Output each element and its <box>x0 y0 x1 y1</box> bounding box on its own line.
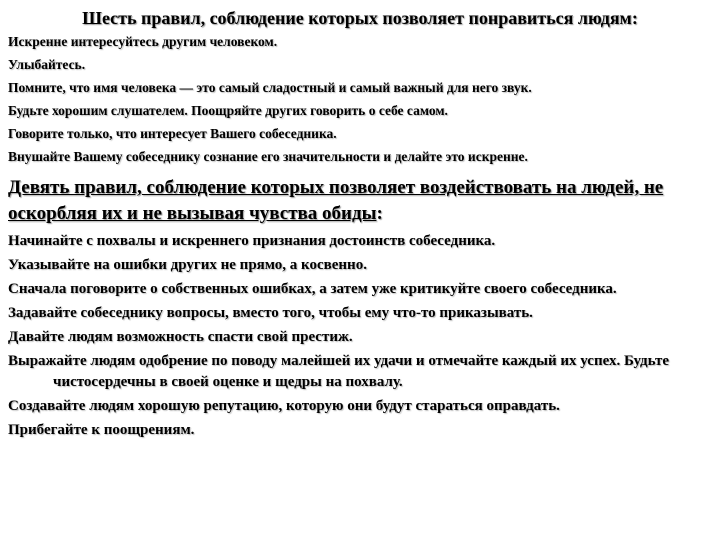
section1-rule-1: Искренне интересуйтесь другим человеком. <box>8 34 278 49</box>
section1-rule-5: Говорите только, что интересует Вашего собеседника. <box>8 126 337 141</box>
section1-rule-6: Внушайте Вашему собеседнику сознание его значительности и делайте это искренне. <box>8 149 528 164</box>
section2-rule-2: Указывайте на ошибки других не прямо, а косвенно. <box>8 257 367 273</box>
section2-title <box>8 175 712 227</box>
section2-rule-8: Прибегайте к поощрениям. <box>8 422 195 438</box>
section1-title: Шесть правил, соблюдение которых позволяет понравиться людям: <box>82 8 638 28</box>
section1-rule-2: Улыбайтесь. <box>8 57 86 72</box>
section2-rule-5: Давайте людям возможность спасти свой престиж. <box>8 329 353 345</box>
section2-title-underlined: Девять правил, соблюдение которых позволяет воздействовать на людей, не оскорбляя их и не вызывая чувства обиды <box>8 177 664 224</box>
section2-rule-7: Создавайте людям хорошую репутацию, которую они будут стараться оправдать. <box>8 398 560 414</box>
section2-title-suffix: : <box>376 203 383 224</box>
section2-rules-list <box>8 231 712 441</box>
section2-rule-1: Начинайте с похвалы и искреннего признания достоинств собеседника. <box>8 233 496 249</box>
section1-rule-3: Помните, что имя человека — это самый сладостный и самый важный для него звук. <box>8 80 532 95</box>
section2-rule-3: Сначала поговорите о собственных ошибках, а затем уже критикуйте своего собеседника. <box>8 281 617 297</box>
section1-rules-list <box>8 34 712 165</box>
section2-rule-4: Задавайте собеседнику вопросы, вместо того, чтобы ему что-то приказывать. <box>8 305 533 321</box>
section2-rule-6: Выражайте людям одобрение по поводу малейшей их удачи и отмечайте каждый их успех. Будьте чистосердечны в своей оценке и щедры на похвалу. <box>8 353 670 390</box>
section1-rule-4: Будьте хорошим слушателем. Поощряйте других говорить о себе самом. <box>8 103 448 118</box>
